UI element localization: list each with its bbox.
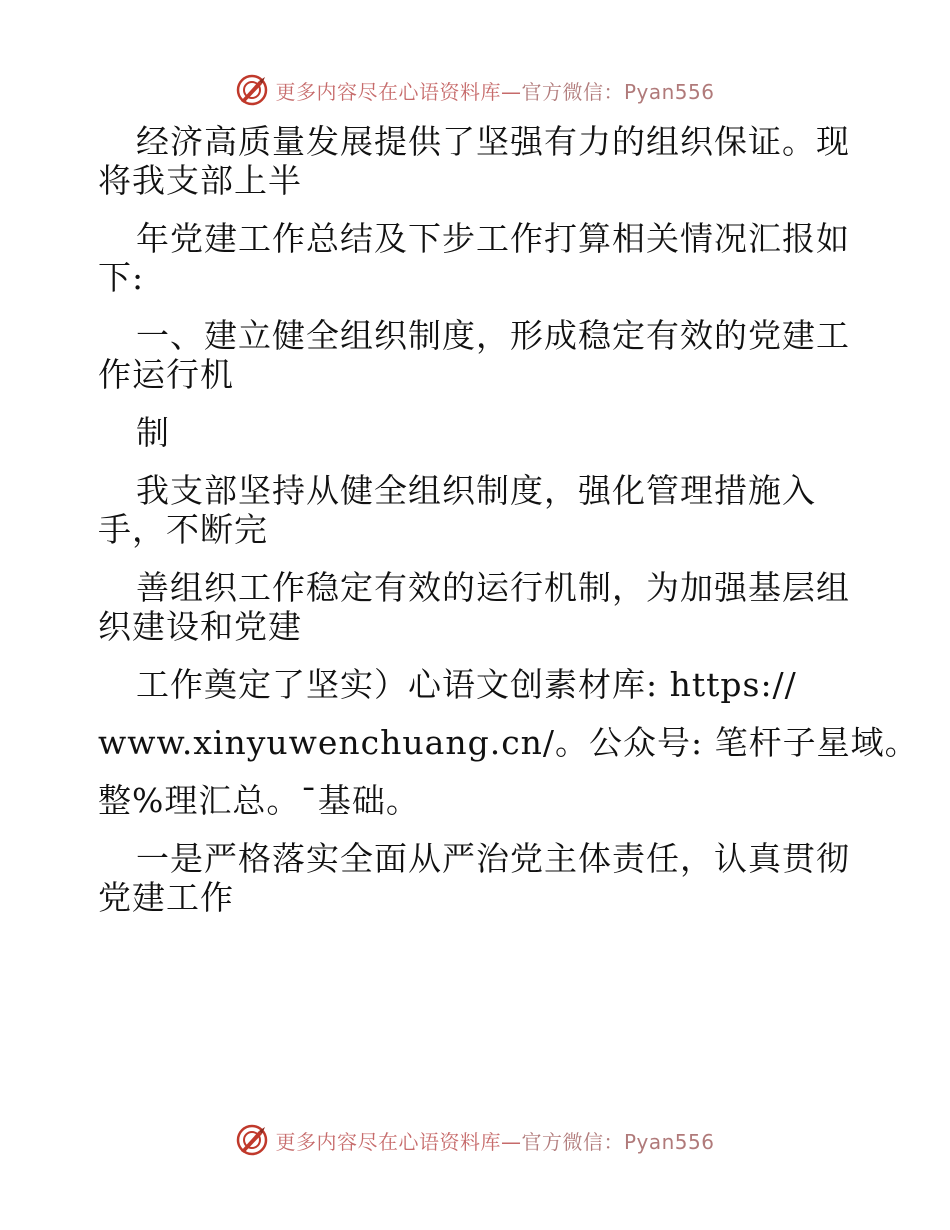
text-line: 作运行机 [98,355,234,394]
text-line: 将我支部上半 [98,161,302,200]
footer-banner-dash: — [500,1129,522,1154]
text-line: 我支部坚持从健全组织制度，强化管理措施入 [136,471,816,510]
text-line: 一是严格落实全面从严治党主体责任，认真贯彻 [136,839,850,878]
header-banner-text [275,76,714,105]
text-line: 手，不断完 [98,510,268,549]
paragraph [98,413,858,452]
text-line: 年党建工作总结及下步工作打算相关情况汇报如 [136,219,850,258]
footer-banner-text [275,1126,714,1155]
paragraph [98,219,858,297]
pen-nib-circle-icon [235,1123,269,1157]
text-line: 工作奠定了坚实）心语文创素材库: https:// [136,665,797,704]
paragraph [98,665,919,820]
text-line: www.xinyuwenchuang.cn/。公众号: 笔杆子星域。 [98,723,919,762]
paragraph [98,316,858,394]
text-line: 一、建立健全组织制度，形成稳定有效的党建工 [136,316,850,355]
footer-banner-inner [235,1123,714,1157]
footer-banner [0,1118,950,1162]
paragraph [98,839,858,917]
text-line: 经济高质量发展提供了坚强有力的组织保证。现 [136,122,850,161]
pen-nib-circle-icon [235,73,269,107]
text-line: 党建工作 [98,878,234,917]
footer-banner-wechat: 官方微信：Pyan556 [521,1129,715,1154]
text-line: 制 [136,413,170,452]
text-line: 织建设和党建 [98,607,302,646]
header-banner-dash: — [500,79,522,104]
footer-banner-main: 更多内容尽在心语资料库 [275,1129,501,1154]
header-banner-inner [235,73,714,107]
header-banner-main: 更多内容尽在心语资料库 [275,79,501,104]
paragraph [98,471,858,549]
paragraph [98,568,858,646]
document-body [98,122,919,917]
paragraph [98,122,858,200]
header-banner-wechat: 官方微信：Pyan556 [521,79,715,104]
header-banner [0,68,950,112]
text-line: 下: [98,258,145,297]
text-line: 整%理汇总。¯基础。 [98,781,420,820]
text-line: 善组织工作稳定有效的运行机制，为加强基层组 [136,568,850,607]
